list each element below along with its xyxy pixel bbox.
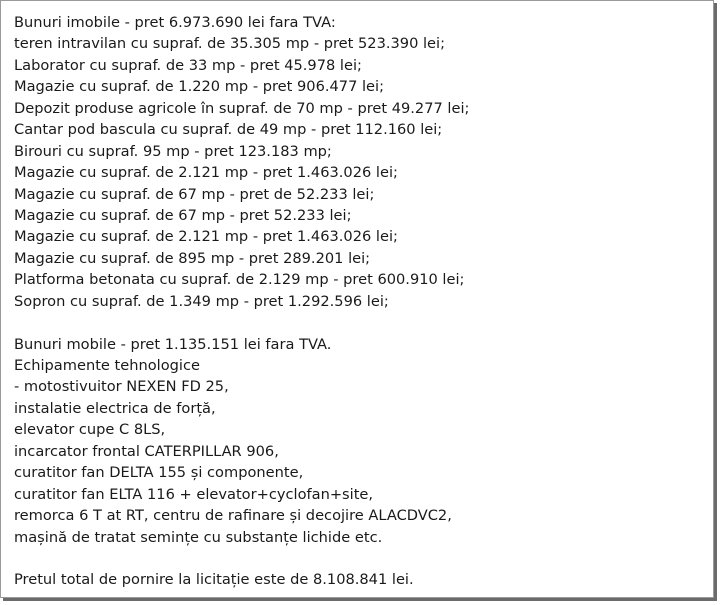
immovable-item: Sopron cu supraf. de 1.349 mp - pret 1.292.596 lei; (14, 292, 389, 310)
immovable-item: Magazie cu supraf. de 67 mp - pret 52.233 lei; (14, 206, 352, 224)
movable-item: remorca 6 T at RT, centru de rafinare și decojire ALACDVC2, (14, 507, 452, 525)
paragraph-gap (14, 312, 705, 333)
immovable-heading: Bunuri imobile - pret 6.973.690 lei fara TVA: (14, 14, 336, 31)
movable-item: - motostivuitor NEXEN FD 25, (14, 378, 229, 396)
immovable-item: teren intravilan cu supraf. de 35.305 mp - pret 523.390 lei; (14, 35, 445, 53)
immovable-item: Platforma betonata cu supraf. de 2.129 mp - pret 600.910 lei; (14, 271, 465, 289)
movable-item: curatitor fan ELTA 116 + elevator+cyclofan+site, (14, 485, 374, 503)
movable-item: mașină de tratat semințe cu substanțe lichide etc. (14, 528, 383, 546)
immovable-item: Magazie cu supraf. de 1.220 mp - pret 906.477 lei; (14, 78, 384, 96)
immovable-item: Magazie cu supraf. de 2.121 mp - pret 1.463.026 lei; (14, 164, 398, 182)
document-text (14, 12, 705, 591)
immovable-item: Cantar pod bascula cu supraf. de 49 mp - pret 112.160 lei; (14, 121, 443, 139)
immovable-item: Magazie cu supraf. de 67 mp - pret de 52.233 lei; (14, 185, 375, 203)
immovable-item: Depozit produse agricole în supraf. de 70 mp - pret 49.277 lei; (14, 99, 470, 117)
movable-item: incarcator frontal CATERPILLAR 906, (14, 442, 279, 460)
movable-item: curatitor fan DELTA 155 și componente, (14, 464, 304, 482)
immovable-item: Birouri cu supraf. 95 mp - pret 123.183 mp; (14, 142, 332, 160)
movable-heading: Bunuri mobile - pret 1.135.151 lei fara TVA. (14, 335, 332, 353)
movable-subheading: Echipamente tehnologice (14, 357, 200, 374)
movable-item: instalatie electrica de forță, (14, 399, 216, 417)
paragraph-gap (14, 548, 705, 569)
immovable-item: Magazie cu supraf. de 895 mp - pret 289.201 lei; (14, 249, 371, 267)
total-price-text: Pretul total de pornire la licitație este de 8.108.841 lei. (14, 571, 414, 589)
immovable-item: Magazie cu supraf. de 2.121 mp - pret 1.463.026 lei; (14, 228, 398, 246)
movable-item: elevator cupe C 8LS, (14, 421, 166, 439)
immovable-item: Laborator cu supraf. de 33 mp - pret 45.978 lei; (14, 56, 362, 74)
